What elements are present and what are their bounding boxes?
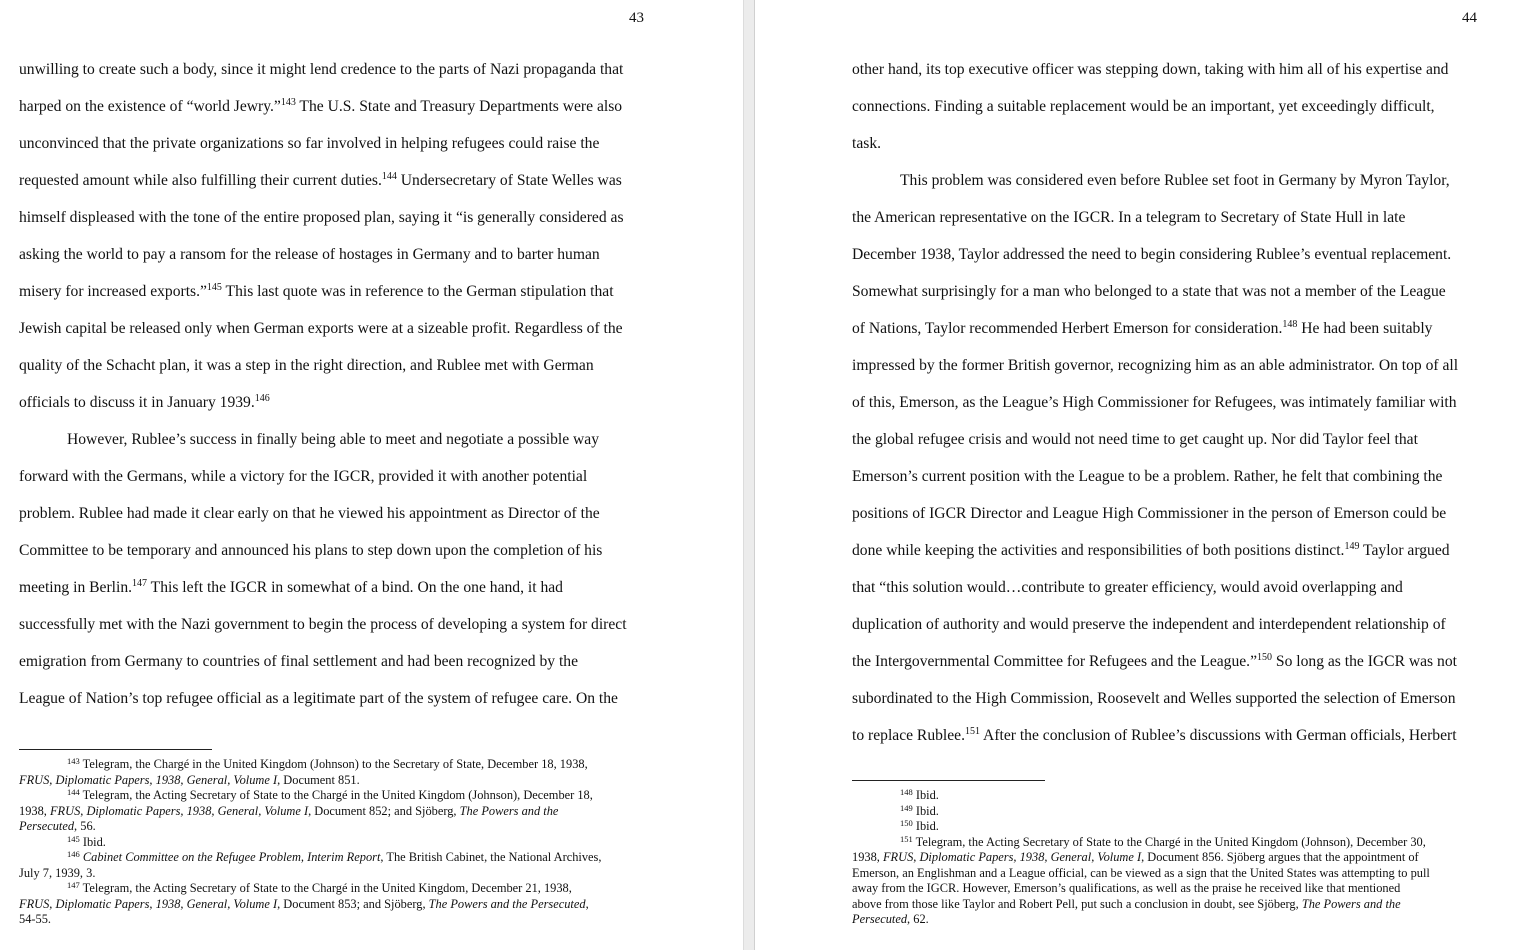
footnote-line [19, 757, 601, 773]
footnote-line [19, 866, 601, 882]
text: Emerson, an Englishman and a League official, can be viewed as a sign that the United States was attempting to pull [852, 865, 1430, 880]
italic-text: Diplomatic Papers, 1938, General, Volume I [919, 850, 1142, 864]
text: , The British Cabinet, the National Archives, [380, 850, 602, 864]
text: Telegram, the Acting Secretary of State to the Chargé in the United Kingdom (Johnson), December 30, [912, 834, 1426, 849]
text-line [852, 606, 1458, 643]
text: the Intergovernmental Committee for Refugees and the League.” [852, 653, 1257, 670]
text: This left the IGCR in somewhat of a bind. On the one hand, it had [147, 579, 563, 596]
text-line [852, 125, 1458, 162]
text-line [852, 162, 1458, 199]
text: 1938, [19, 803, 50, 818]
text: of Nations, Taylor recommended Herbert Emerson for consideration. [852, 320, 1283, 337]
text-line [852, 421, 1458, 458]
text: successfully met with the Nazi government to begin the process of developing a system for direct [19, 616, 627, 633]
footnote-reference[interactable]: 145 [206, 282, 222, 293]
footnote-reference[interactable]: 146 [254, 393, 270, 404]
footnote-reference[interactable]: 150 [1257, 652, 1272, 663]
text: Ibid. [912, 803, 939, 818]
text: Somewhat surprisingly for a man who belonged to a state that was not a member of the League [852, 283, 1446, 300]
text-line [19, 162, 627, 199]
text: asking the world to pay a ransom for the release of hostages in Germany and to barter human [19, 246, 600, 263]
footnote-line [19, 819, 601, 835]
text: Ibid. [79, 834, 106, 849]
text-line [19, 347, 627, 384]
text: quality of the Schacht plan, it was a step in the right direction, and Rublee met with German [19, 357, 594, 374]
text-line [852, 532, 1458, 569]
footnote-reference[interactable]: 144 [381, 171, 397, 182]
text: task. [852, 135, 882, 152]
text-line [19, 532, 627, 569]
text: harped on the existence of “world Jewry.” [19, 98, 281, 115]
page-body [19, 51, 627, 717]
footnote-reference[interactable]: 145 [67, 833, 80, 844]
text-line [19, 458, 627, 495]
footnote-line [852, 788, 1430, 804]
text-line [19, 495, 627, 532]
text: above from those like Taylor and Robert Pell, put such a conclusion in doubt, see Sjöberg, [852, 896, 1302, 911]
text: After the conclusion of Rublee’s discussions with German officials, Herbert [980, 727, 1457, 744]
text-line [852, 458, 1458, 495]
text-line [19, 680, 627, 717]
footnote-line [852, 912, 1430, 928]
text: forward with the Germans, while a victory for the IGCR, provided it with another potential [19, 468, 588, 485]
footnote-reference[interactable]: 149 [900, 802, 913, 813]
italic-text: FRUS, Diplomatic Papers, 1938, General, Volume I [19, 896, 278, 911]
page-number: 43 [629, 10, 644, 26]
footnote-separator [19, 749, 212, 750]
text: Taylor argued [1359, 542, 1450, 559]
text-line [852, 88, 1458, 125]
text: League of Nation’s top refugee official as a legitimate part of the system of refugee care. On the [19, 690, 618, 707]
text: 54-55. [19, 912, 52, 926]
italic-text: FRUS [882, 850, 914, 864]
text-line [852, 569, 1458, 606]
text-line [852, 717, 1458, 754]
footnote-reference[interactable]: 149 [1344, 541, 1360, 552]
text: of this, Emerson, as the League’s High Commissioner for Refugees, was intimately familiar with [852, 394, 1457, 411]
text: meeting in Berlin. [19, 579, 133, 596]
text: , Document 856. Sjöberg argues that the appointment of [1141, 850, 1419, 864]
text: impressed by the former British governor, recognizing him as an able administrator. On top of all [852, 357, 1459, 374]
text: , 62. [907, 912, 929, 926]
text-line [852, 347, 1458, 384]
text-line [852, 643, 1458, 680]
text-line [19, 384, 627, 421]
text-line [852, 273, 1458, 310]
text-line [852, 680, 1458, 717]
footnote-line [852, 819, 1430, 835]
text: 1938, [852, 850, 883, 864]
text: away from the IGCR. However, Emerson’s qualifications, as well as the praise he received like that mentioned [852, 881, 1401, 895]
page-number: 44 [1462, 10, 1477, 26]
text: The U.S. State and Treasury Departments were also [295, 98, 623, 115]
italic-text: Persecuted [19, 819, 75, 833]
text: , [585, 896, 589, 911]
italic-text: The Powers and the Persecuted [428, 896, 586, 911]
footnote-line [852, 835, 1430, 851]
footnote-reference[interactable]: 148 [900, 787, 913, 797]
text-line [19, 310, 627, 347]
text: emigration from Germany to countries of final settlement and had been recognized by the [19, 653, 579, 670]
text: , Document 853; and Sjöberg, [277, 896, 429, 911]
text-line [19, 569, 627, 606]
text-line [19, 88, 627, 125]
text-line [19, 199, 627, 236]
text: unconvinced that the private organizations so far involved in helping refugees could raise the [19, 135, 600, 152]
footnote-line [19, 835, 601, 851]
footnote-line [19, 912, 601, 928]
footnote-line [19, 804, 601, 820]
text: He had been suitably [1297, 320, 1433, 337]
document-page-44 [755, 0, 1525, 950]
text: Telegram, the Acting Secretary of State to the Chargé in the United Kingdom (Johnson), December 18, [79, 788, 593, 802]
text: Emerson’s current position with the League to be a problem. Rather, he felt that combining the [852, 468, 1443, 485]
text-line [852, 495, 1458, 532]
text: , 56. [74, 819, 96, 833]
footnote-line [852, 850, 1430, 866]
text: However, Rublee’s success in finally being able to meet and negotiate a possible way [67, 431, 600, 448]
text-line [19, 273, 627, 310]
text: This problem was considered even before Rublee set foot in Germany by Myron Taylor, [900, 172, 1450, 189]
footnote-reference[interactable]: 151 [900, 833, 913, 844]
text: himself displeased with the tone of the entire proposed plan, saying it “is generally considered as [19, 209, 624, 226]
text: Jewish capital be released only when German exports were at a sizeable profit. Regardless of the [19, 320, 623, 337]
footnote-reference[interactable]: 144 [67, 787, 80, 797]
text-line [19, 51, 627, 88]
footnote-line [19, 850, 601, 866]
text-line [19, 421, 627, 458]
text: to replace Rublee. [852, 727, 966, 744]
footnote-line [19, 881, 601, 897]
text: that “this solution would…contribute to greater efficiency, would avoid overlapping and [852, 579, 1403, 596]
italic-text: The Powers and the [1301, 896, 1401, 911]
italic-text: FRUS, Diplomatic Papers, 1938, General, Volume I [19, 772, 278, 787]
italic-text: Persecuted [852, 912, 908, 926]
text-line [852, 199, 1458, 236]
text: Committee to be temporary and announced his plans to step down upon the completion of his [19, 542, 603, 559]
text: Telegram, the Acting Secretary of State to the Chargé in the United Kingdom, December 21, 1938, [79, 881, 572, 895]
footnotes [852, 788, 1430, 928]
page-body [852, 51, 1458, 754]
footnote-line [19, 788, 601, 804]
footnotes [19, 757, 601, 928]
text: So long as the IGCR was not [1272, 653, 1457, 670]
footnote-reference[interactable]: 147 [132, 578, 148, 589]
text: connections. Finding a suitable replacement would be an important, yet exceedingly difficult, [852, 98, 1435, 115]
text: officials to discuss it in January 1939. [19, 394, 255, 411]
document-page-43 [0, 0, 743, 950]
text: the global refugee crisis and would not need time to get caught up. Nor did Taylor feel that [852, 431, 1418, 448]
text-line [852, 310, 1458, 347]
footnote-line [852, 804, 1430, 820]
text-line [852, 236, 1458, 273]
text: requested amount while also fulfilling their current duties. [19, 172, 382, 189]
text: Telegram, the Chargé in the United Kingdom (Johnson) to the Secretary of State, December 18, 1938, [79, 757, 588, 771]
text: , [913, 850, 920, 864]
text: done while keeping the activities and responsibilities of both positions distinct. [852, 542, 1345, 559]
text-line [852, 384, 1458, 421]
text: Ibid. [912, 819, 939, 833]
footnote-line [19, 773, 601, 789]
footnote-reference[interactable]: 150 [900, 818, 913, 828]
footnote-line [852, 897, 1430, 913]
text: duplication of authority and would preserve the independent and interdependent relationship of [852, 616, 1446, 633]
text: Undersecretary of State Welles was [396, 172, 622, 189]
footnote-reference[interactable]: 147 [67, 880, 80, 890]
footnote-reference[interactable]: 143 [280, 97, 296, 108]
italic-text: FRUS [49, 803, 81, 818]
text: December 1938, Taylor addressed the need to begin considering Rublee’s eventual replacement. [852, 246, 1452, 263]
footnote-reference[interactable]: 151 [965, 726, 981, 737]
footnote-line [19, 897, 601, 913]
italic-text: Diplomatic Papers, 1938, General, Volume I [86, 803, 309, 818]
text: Ibid. [912, 788, 939, 802]
text-line [19, 643, 627, 680]
footnote-reference[interactable]: 143 [67, 756, 80, 766]
text-line [19, 606, 627, 643]
text-line [19, 125, 627, 162]
text: , Document 851. [277, 772, 360, 787]
italic-text: The Powers and the [459, 803, 559, 818]
text: subordinated to the High Commission, Roosevelt and Welles supported the selection of Emerson [852, 690, 1456, 707]
text: positions of IGCR Director and League High Commissioner in the person of Emerson could be [852, 505, 1447, 522]
text: This last quote was in reference to the German stipulation that [221, 283, 614, 300]
text: July 7, 1939, 3. [19, 865, 96, 880]
italic-text: Cabinet Committee on the Refugee Problem, Interim Report [82, 850, 381, 864]
footnote-reference[interactable]: 146 [67, 849, 80, 859]
footnote-separator [852, 780, 1045, 781]
text-line [852, 51, 1458, 88]
footnote-line [852, 866, 1430, 882]
text: problem. Rublee had made it clear early on that he viewed his appointment as Director of the [19, 505, 600, 522]
text: other hand, its top executive officer was stepping down, taking with him all of his expertise and [852, 61, 1449, 78]
footnote-reference[interactable]: 148 [1282, 319, 1298, 330]
text: the American representative on the IGCR. In a telegram to Secretary of State Hull in late [852, 209, 1406, 226]
footnote-line [852, 881, 1430, 897]
text: misery for increased exports.” [19, 283, 207, 300]
text-line [19, 236, 627, 273]
text: unwilling to create such a body, since it might lend credence to the parts of Nazi propaganda that [19, 61, 624, 78]
text: , Document 852; and Sjöberg, [308, 803, 460, 818]
text: , [80, 803, 87, 818]
page-gap [743, 0, 755, 950]
